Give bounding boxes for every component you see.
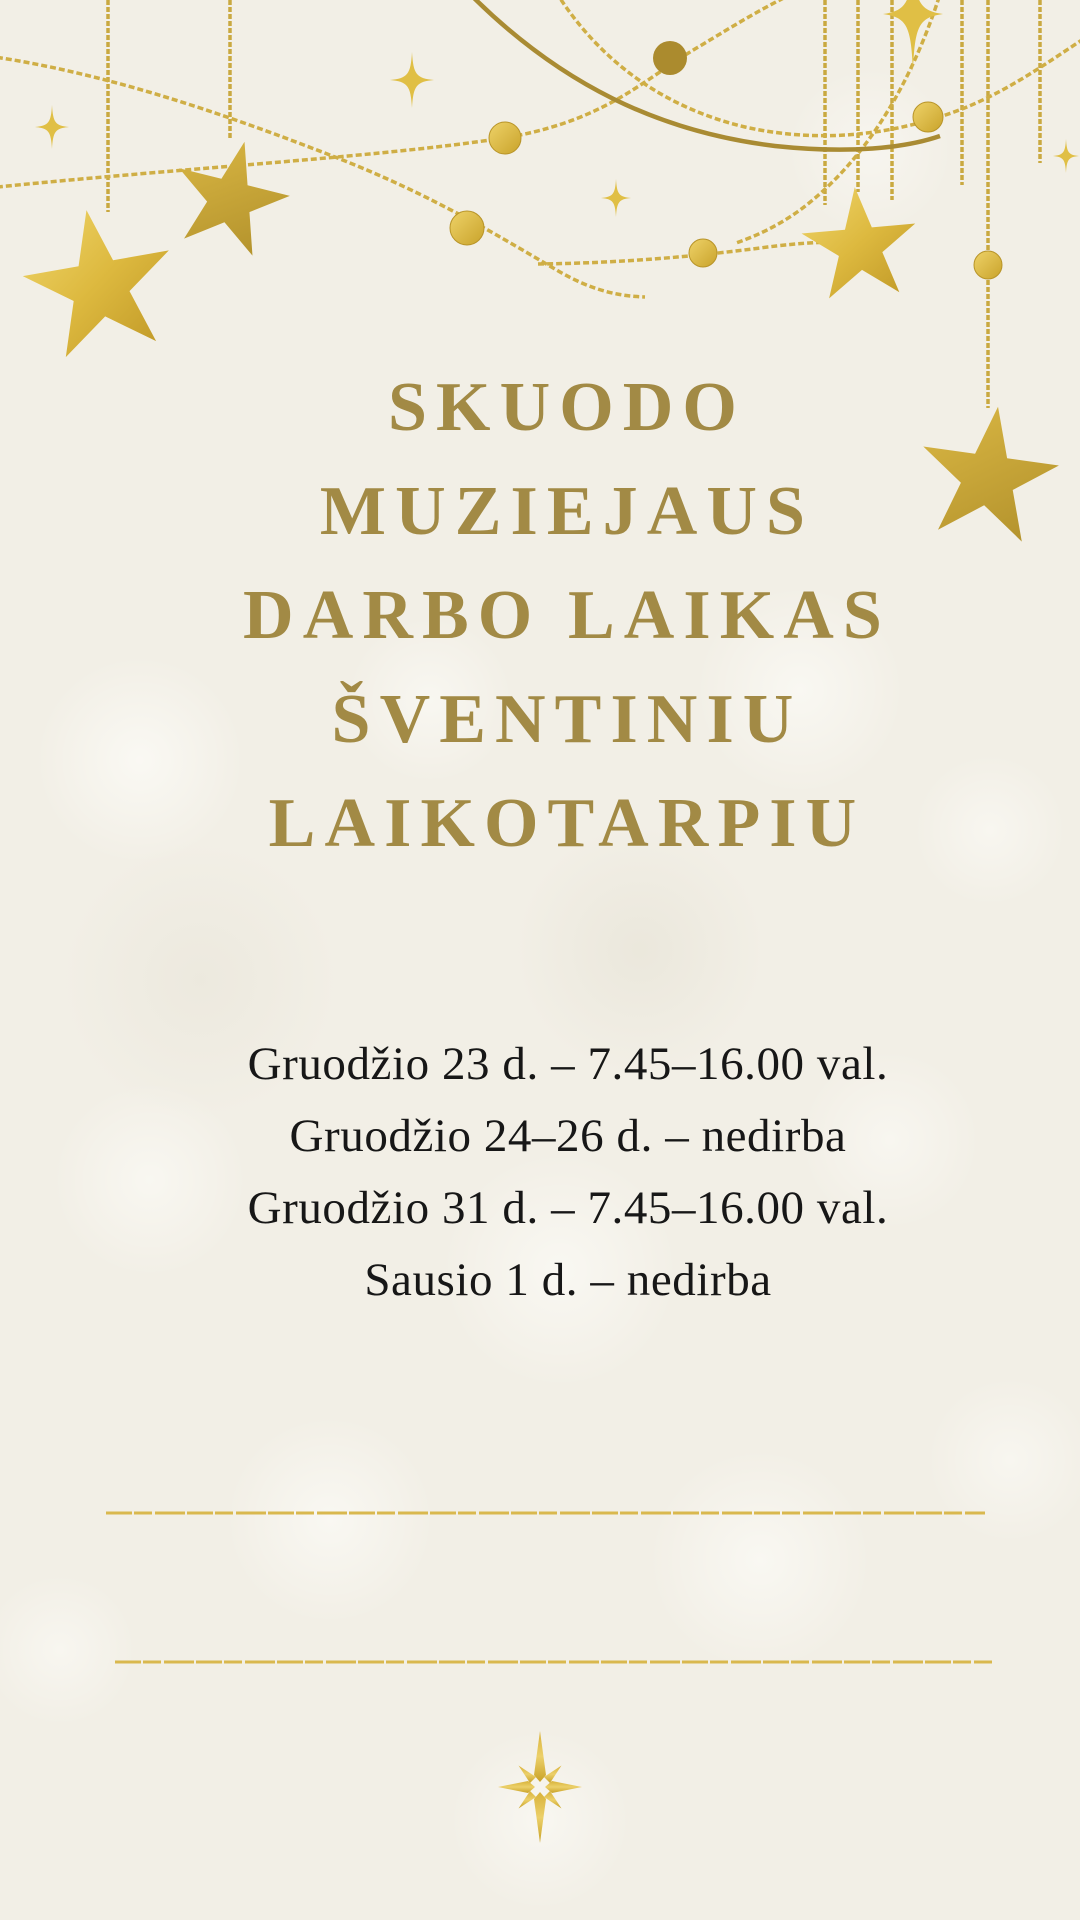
title-line-2: MUZIEJAUS — [319, 473, 815, 550]
star-icon-upper-right — [798, 182, 921, 300]
title-line-5: LAIKOTARPIU — [268, 785, 866, 862]
schedule-line-dec23: Gruodžio 23 d. – 7.45–16.00 val. — [247, 1038, 889, 1090]
separator-lines — [106, 1513, 992, 1662]
schedule-line-jan1: Sausio 1 d. – nedirba — [364, 1254, 772, 1306]
holiday-schedule — [28, 1028, 1080, 1316]
solid-gold-dot — [653, 41, 687, 75]
north-star-icon — [498, 1731, 582, 1843]
poster-title — [27, 356, 1080, 876]
title-line-3: DARBO LAIKAS — [243, 577, 891, 654]
schedule-line-dec31: Gruodžio 31 d. – 7.45–16.00 val. — [247, 1182, 889, 1234]
schedule-line-dec24-26: Gruodžio 24–26 d. – nedirba — [289, 1110, 847, 1162]
star-icon-large-left — [13, 197, 184, 362]
star-icon-upper-left — [163, 128, 300, 261]
garland-beads — [450, 41, 1002, 279]
title-line-1: SKUODO — [388, 369, 746, 446]
title-line-4: ŠVENTINIU — [331, 681, 803, 758]
